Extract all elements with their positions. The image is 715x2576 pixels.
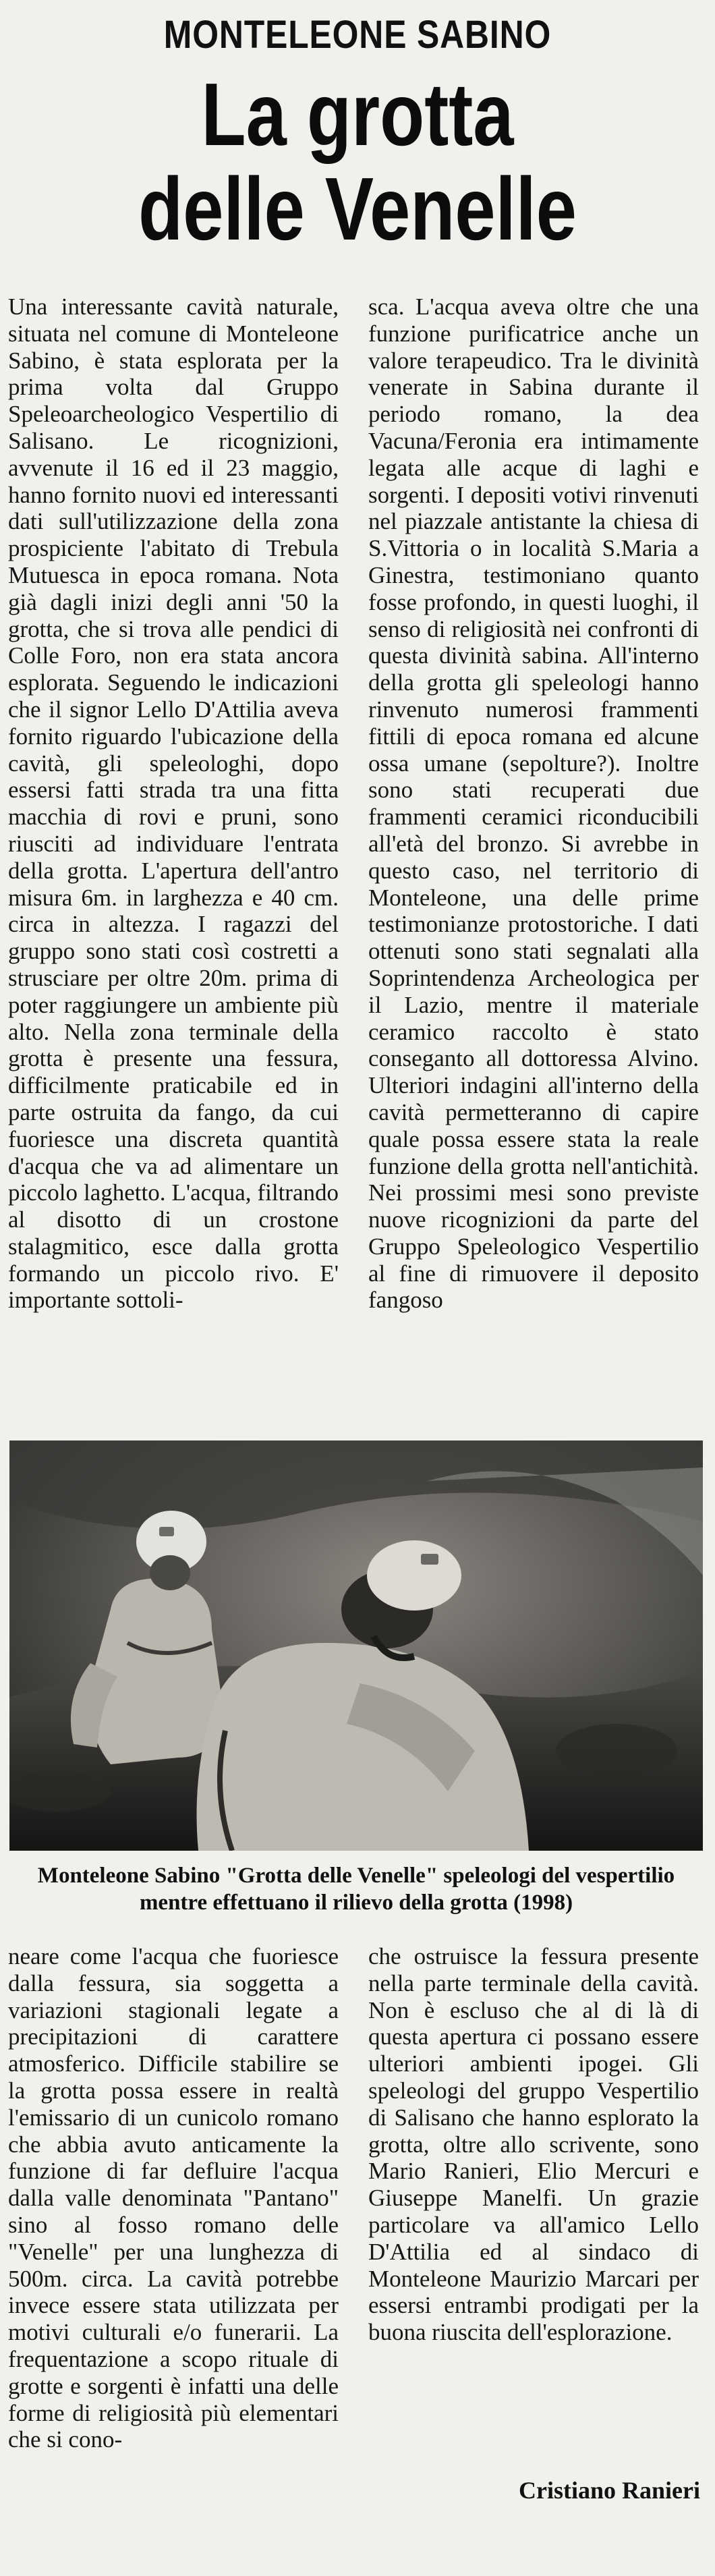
headline-line-2: delle Venelle (138, 159, 577, 258)
column-4-text: che ostruisce la fessura presente nella parte terminale della cavità. Non è escluso che al di là di questa apertura ci possano essere ulteriori ambienti ipogei. Gli speleologi del gruppo Vespertilio di Salisano che hanno esplorato la grotta, oltre allo scrivente, sono Mario Ranieri, Elio Mercuri e Giuseppe Manelfi. Un grazie particolare va all'amico Lello D'Attilia ed al sindaco di Monteleone Maurizio Marcari per essersi entrambi prodigati per la buona riuscita dell'esplorazione. (368, 1943, 699, 2346)
kicker-title: MONTELEONE SABINO (163, 13, 552, 57)
article-column-2 (368, 293, 699, 1314)
cave-photo (9, 1440, 703, 1851)
article-column-4 (368, 1943, 699, 2346)
headline-line-1: La grotta (201, 65, 514, 164)
cave-photo-illustration (9, 1440, 703, 1851)
article-column-3 (8, 1943, 339, 2453)
column-3-text: neare come l'acqua che fuoriesce dalla fessura, sia soggetta a variazioni stagionali legate a precipitazioni di carattere atmosferico. Difficile stabilire se la grotta possa essere in realtà l'emissario di un cunicolo romano che abbia avuto anticamente la funzione di far defluire l'acqua dalla valle denominata "Pantano" sino al fosso romano delle "Venelle" per una lunghezza di 500m. circa. La cavità potrebbe invece essere stata utilizzata per motivi culturali e/o funerarii. La frequentazione a scopo rituale di grotte e sorgenti è infatti una delle forme di religiosità più elementari che si cono- (8, 1943, 339, 2453)
headline (64, 67, 650, 256)
column-1-text: Una interessante cavità naturale, situata nel comune di Monteleone Sabino, è stata esplorata per la prima volta dal Gruppo Speleoarcheologico Vespertilio di Salisano. Le ricognizioni, avvenute il 16 ed il 23 maggio, hanno fornito nuovi ed interessanti dati sull'utilizzazione della zona prospiciente l'abitato di Trebula Mutuesca in epoca romana. Nota già dagli inizi degli anni '50 la grotta, che si trova alle pendici di Colle Foro, non era stata ancora esplorata. Seguendo le indicazioni che il signor Lello D'Attilia aveva fornito riguardo l'ubicazione della cavità, gli speleologhi, dopo essersi fatti strada tra una fitta macchia di rovi e pruni, sono riusciti ad individuare l'entrata della grotta. L'apertura dell'antro misura 6m. in larghezza e 40 cm. circa in altezza. I ragazzi del gruppo sono stati così costretti a strusciare per oltre 20m. prima di poter raggiungere un ambiente più alto. Nella zona terminale della grotta è presente una fessura, difficilmente praticabile ed in parte ostruita da fango, da cui fuoriesce una discreta quantità d'acqua che va ad alimentare un piccolo laghetto. L'acqua, filtrando al disotto di un crostone stalagmitico, esce dalla grotta formando un piccolo rivo. E' importante sottoli- (8, 293, 339, 1314)
photo-caption: Monteleone Sabino "Grotta delle Venelle" speleologi del vespertilio mentre effettuano il rilievo della grotta (1998) (37, 1864, 675, 1915)
author-byline: Cristiano Ranieri (519, 2477, 700, 2504)
article-column-1 (8, 293, 339, 1314)
column-2-text: sca. L'acqua aveva oltre che una funzione purificatrice anche un valore terapeudico. Tra le divinità venerate in Sabina durante il periodo romano, la dea Vacuna/Feronia era intimamente legata alle acque di laghi e sorgenti. I depositi votivi rinvenuti nel piazzale antistante la chiesa di S.Vittoria o in località S.Maria a Ginestra, testimoniano quanto fosse profondo, in questi luoghi, il senso di religiosità nei confronti di questa divinità sabina. All'interno della grotta gli speleologi hanno rinvenuto numerosi frammenti fittili di epoca romana ed alcune ossa umane (sepolture?). Inoltre sono stati recuperati due frammenti ceramici riconducibili all'età del bronzo. Si avrebbe in questo caso, nel territorio di Monteleone, una delle prime testimonianze protostoriche. I dati ottenuti sono stati segnalati alla Soprintendenza Archeologica per il Lazio, mentre il materiale ceramico raccolto è stato conseganto all dottoressa Alvino. Ulteriori indagini all'interno della cavità permetteranno di capire quale possa essere stata la reale funzione della grotta nell'antichità. Nei prossimi mesi sono previste nuove ricognizioni da parte del Gruppo Speleologico Vespertilio al fine di rimuovere il deposito fangoso (368, 293, 699, 1314)
